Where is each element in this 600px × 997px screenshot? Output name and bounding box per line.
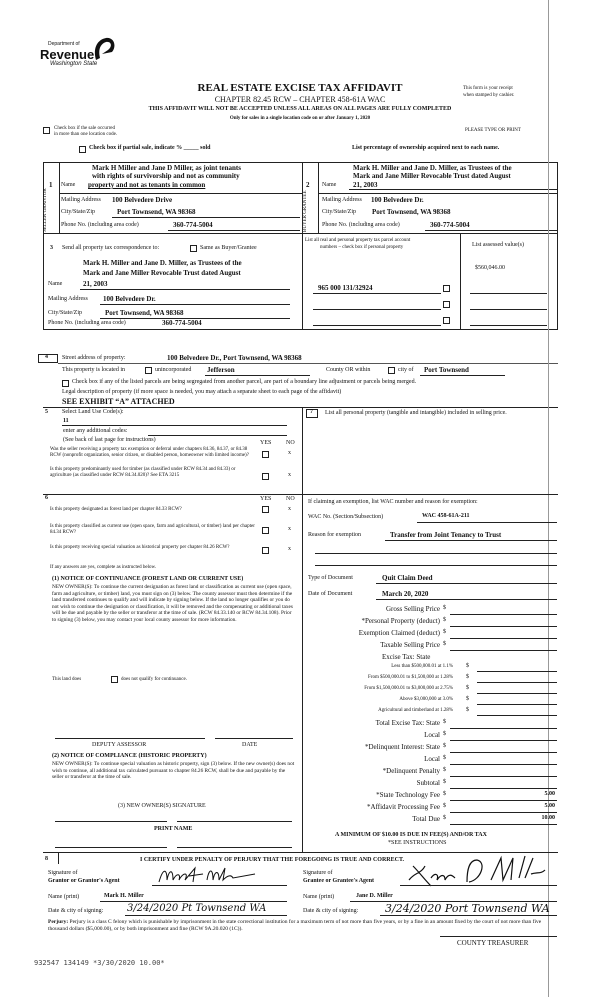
notice2-title: (2) NOTICE OF COMPLIANCE (HISTORIC PROPERTY): [52, 753, 207, 759]
tax-row-label: *State Technology Fee: [376, 791, 440, 799]
field-underline: [313, 293, 441, 294]
column-divider: [58, 852, 59, 864]
field-underline: [100, 901, 287, 902]
historic-yes-checkbox[interactable]: [262, 547, 269, 554]
multi-location-checkbox[interactable]: [43, 127, 50, 134]
currency-sign: $: [443, 605, 446, 611]
section-number-box: [38, 354, 58, 363]
tax-row-label: *Delinquent Penalty: [382, 767, 440, 775]
date-city-label: Date & city of signing:: [303, 908, 359, 914]
correspondence-mailing[interactable]: 100 Belvedere Dr.: [103, 295, 156, 303]
ownership-note: List percentage of ownership acquired next to each name.: [352, 145, 500, 151]
currency-sign: $: [443, 719, 446, 725]
field-underline: [385, 540, 557, 541]
document-type[interactable]: Quit Claim Deed: [382, 574, 433, 582]
buyer-name-line3[interactable]: 21, 2003: [353, 181, 378, 189]
please-type: PLEASE TYPE OR PRINT: [465, 128, 521, 133]
see-back-note: (See back of last page for instructions): [63, 437, 156, 443]
field-underline: [450, 824, 557, 825]
scan-edge-line: [548, 0, 549, 997]
parcel-header: List all real and personal property tax parcel account: [305, 238, 411, 243]
partial-sale-checkbox[interactable]: [79, 146, 86, 153]
grantee-date-city[interactable]: 3/24/2020 Port Townsend WA: [385, 902, 550, 915]
seller-city-label: City/State/Zip: [61, 209, 95, 215]
form-warning: THIS AFFIDAVIT WILL NOT BE ACCEPTED UNLESS ALL AREAS ON ALL PAGES ARE FULLY COMPLETED: [148, 106, 452, 112]
name-print-label: Name (print): [303, 894, 335, 900]
property-street[interactable]: 100 Belvedere Dr., Port Townsend, WA 98368: [167, 354, 302, 362]
personal-property-label: List all personal property (tangible and intangible) included in selling price.: [325, 410, 507, 416]
print-name-line[interactable]: [177, 847, 292, 848]
assessed-value[interactable]: $560,046.00: [475, 265, 505, 271]
grantee-signature[interactable]: [405, 852, 555, 892]
field-underline: [450, 752, 557, 753]
tax-row-label: *Personal Property (deduct): [361, 617, 440, 625]
seller-name-line2[interactable]: with rights of survivorship and not as community: [92, 172, 240, 180]
grantor-agent-label: Grantor or Grantor's Agent: [48, 878, 120, 884]
field-underline: [315, 565, 557, 566]
tax-row-label: Taxable Selling Price: [380, 641, 440, 649]
grantor-name[interactable]: Mark H. Miller: [104, 893, 144, 899]
row-divider: [59, 193, 302, 194]
wac-label: WAC No. (Section/Subsection): [308, 514, 384, 520]
this-land-label: This land does: [52, 677, 82, 682]
logo-state: Washington State: [50, 61, 98, 67]
signature-line: [400, 885, 557, 886]
correspondence-phone[interactable]: 360-774-5004: [162, 319, 202, 327]
bracket-label: Above $3,000,000 at 3.0%: [399, 697, 453, 702]
print-name-label: PRINT NAME: [154, 826, 193, 832]
row-divider: [43, 233, 558, 234]
tax-row-label: Total Excise Tax: State: [375, 719, 440, 727]
field-underline: [450, 788, 557, 789]
field-underline: [477, 715, 557, 716]
field-underline: [450, 812, 557, 813]
column-divider: [318, 162, 319, 234]
segregated-checkbox[interactable]: [62, 380, 69, 387]
multi-location-label-2: in more than one location code.: [54, 132, 118, 137]
tax-row-value[interactable]: 5.00: [544, 791, 555, 797]
correspondence-name-line2[interactable]: Mark and Jane Miller Revocable Trust dated August: [83, 269, 241, 277]
current-use-question: Is this property classified as current use (open space, farm and agricultural, or timber) land per chapter 84.34 RCW?: [50, 524, 255, 535]
tax-row-label: *Delinquent Interest: State: [364, 743, 440, 751]
currency-sign: $: [443, 767, 446, 773]
document-date[interactable]: March 20, 2020: [382, 590, 429, 598]
receipt-note: This form is your receipt: [463, 86, 513, 91]
notice1-title: (1) NOTICE OF CONTINUANCE (FOREST LAND OR CURRENT USE): [52, 576, 244, 582]
deputy-assessor-label: DEPUTY ASSESSOR: [92, 742, 147, 748]
logo-revenue: Revenue: [40, 47, 95, 62]
currency-sign: $: [443, 791, 446, 797]
signature-of-label: Signature of: [303, 870, 333, 876]
column-divider: [460, 234, 461, 330]
correspondence-name-label: Name: [48, 281, 63, 287]
tax-row-label: Total Due: [412, 815, 440, 823]
field-underline: [420, 375, 505, 376]
grantee-agent-label: Grantee or Grantee's Agent: [303, 878, 375, 884]
field-underline: [376, 583, 557, 584]
field-underline: [450, 638, 557, 639]
tax-row-label: Subtotal: [416, 779, 440, 787]
field-underline: [376, 599, 557, 600]
date-label: DATE: [242, 742, 258, 748]
q-no-mark: x: [288, 450, 291, 456]
correspondence-mail-label: Mailing Address: [48, 296, 88, 302]
field-underline: [450, 728, 557, 729]
excise-tax-label: Excise Tax: State: [382, 653, 431, 661]
field-underline: [450, 614, 557, 615]
timber-question: Is this property predominantly used for timber (as classified under RCW 84.34 and 84.33) or agriculture (as classified under RCW 84.34.020)? See ETA 3215: [50, 467, 236, 478]
section-number: 3: [50, 245, 53, 251]
correspondence-name-line1[interactable]: Mark H. Miller and Jane D. Miller, as Trustees of the: [83, 259, 242, 267]
property-city[interactable]: Port Townsend: [424, 366, 469, 374]
field-underline: [477, 693, 557, 694]
receipt-note-2: when stamped by cashier.: [463, 93, 515, 98]
signature-line[interactable]: [177, 821, 292, 822]
qualify-checkbox[interactable]: [111, 676, 118, 683]
field-underline: [112, 217, 300, 218]
tax-row-label: *Affidavit Processing Fee: [367, 803, 440, 811]
county[interactable]: Jefferson: [207, 366, 235, 374]
tax-row-label: Gross Selling Price: [385, 605, 440, 613]
tax-row-value[interactable]: 10.00: [541, 815, 555, 821]
partial-sale-label: Check box if partial sale, indicate % _____ sold: [89, 145, 211, 151]
same-as-buyer-checkbox[interactable]: [190, 245, 197, 252]
field-underline: [450, 650, 557, 651]
field-underline: [125, 915, 287, 916]
currency-sign: $: [443, 779, 446, 785]
form-scope: Only for sales in a single location code on or after January 1, 2020: [229, 116, 371, 121]
buyer-side-label: BUYER GRANTEE: [303, 190, 308, 232]
assessed-header: List assessed value(s): [472, 242, 524, 248]
currency-sign: $: [443, 743, 446, 749]
field-underline: [100, 304, 290, 305]
field-underline: [477, 704, 557, 705]
seller-side-label: SELLER GRANTOR: [43, 188, 48, 232]
parcel-number[interactable]: 965 000 131/32924: [318, 284, 373, 292]
bracket-label: From $500,000.01 to $1,500,000 at 1.28%: [368, 675, 453, 680]
same-as-buyer-label: Same as Buyer/Grantee: [200, 245, 257, 251]
new-owner-signature-label: (3) NEW OWNER(S) SIGNATURE: [118, 803, 206, 809]
logo-mountain-icon: [92, 36, 116, 64]
date-city-label: Date & city of signing:: [48, 908, 104, 914]
doc-date-label: Date of Document: [308, 591, 353, 597]
reason-label: Reason for exemption: [308, 532, 361, 538]
correspondence-city-label: City/State/Zip: [48, 310, 82, 316]
section-number: 7: [310, 409, 313, 415]
section-number: 6: [45, 495, 48, 501]
seller-city[interactable]: Port Townsend, WA 98368: [117, 208, 196, 216]
field-underline: [417, 522, 557, 523]
land-use-label: Select Land Use Code(s):: [62, 409, 124, 415]
tax-row-label: Local: [424, 755, 440, 763]
section-number: 4: [45, 354, 48, 360]
exemption-question: Was the seller receiving a property tax exemption or deferral under chapters 84.36, 84.37, or 84.38 RCW (nonprofit organization, senior citizen, or disabled person, homeowner with limited income)?: [50, 447, 249, 458]
buyer-mail-label: Mailing Address: [322, 197, 362, 203]
currency-sign: $: [466, 696, 469, 702]
field-underline: [470, 325, 547, 326]
correspondence-phone-label: Phone No. (including area code): [48, 320, 126, 326]
correspondence-name-line3[interactable]: 21, 2003: [83, 280, 108, 288]
buyer-name-label: Name: [322, 182, 337, 188]
legal-label: Legal description of property (if more space is needed, you may attach a separate sheet to each page of the affidavit): [62, 389, 342, 395]
signature-line: [152, 885, 287, 886]
currency-sign: $: [443, 641, 446, 647]
forest-question: Is this property designated as forest land per chapter 84.33 RCW?: [50, 507, 182, 512]
current-use-yes-checkbox[interactable]: [262, 527, 269, 534]
currency-sign: $: [466, 674, 469, 680]
correspondence-city[interactable]: Port Townsend, WA 98368: [105, 309, 184, 317]
grantee-name[interactable]: Jane D. Miller: [356, 893, 393, 899]
row-divider: [43, 407, 558, 408]
logo-dept: Department of: [48, 41, 80, 47]
multi-location-label: Check box if the sale occurred: [54, 126, 115, 131]
personal-property-checkbox[interactable]: [443, 317, 450, 324]
perjury-notice: Perjury is a class C felony which is punishable by imprisonment in the state correctional institution for a maximum term of not more than five years, or by a fine in an amount fixed by the court of not more than five thousand dollars ($5,000.00), or by both imprisonment and fine (RCW 9A.20.020 (1C)).: [48, 919, 542, 932]
row-divider: [318, 193, 558, 194]
seller-phone[interactable]: 360-774-5004: [173, 221, 213, 229]
perjury-label: Perjury:: [48, 919, 69, 925]
currency-sign: $: [443, 731, 446, 737]
field-underline: [349, 189, 558, 190]
q-no-mark: x: [288, 526, 291, 532]
additional-codes-label: enter any additional codes:: [63, 428, 128, 434]
parcel-header-2: numbers – check box if personal property: [320, 245, 404, 250]
land-use-code[interactable]: 11: [63, 418, 69, 424]
currency-sign: $: [443, 629, 446, 635]
form-title: REAL ESTATE EXCISE TAX AFFIDAVIT: [197, 82, 403, 94]
field-underline: [205, 375, 310, 376]
field-underline: [450, 626, 557, 627]
field-underline: [450, 764, 557, 765]
currency-sign: $: [443, 815, 446, 821]
seller-mailing-address[interactable]: 100 Belvedere Drive: [112, 196, 173, 204]
city-checkbox[interactable]: [388, 367, 395, 374]
field-underline: [313, 325, 441, 326]
personal-property-checkbox[interactable]: [443, 285, 450, 292]
field-underline: [62, 425, 287, 426]
grantor-signature[interactable]: [155, 862, 265, 886]
section-number: 1: [49, 181, 53, 189]
forest-yes-checkbox[interactable]: [262, 506, 269, 513]
section-number: 5: [45, 409, 48, 415]
no-header: NO: [286, 440, 295, 446]
field-underline: [477, 682, 557, 683]
minimum-due-note: A MINIMUM OF $10.00 IS DUE IN FEE(S) AND/OR TAX: [335, 832, 487, 838]
row-divider: [58, 363, 558, 364]
buyer-phone-label: Phone No. (including area code): [322, 222, 400, 228]
cashier-stamp: 932547 134149 *3/30/2020 10.00*: [34, 959, 165, 967]
seller-name-line3[interactable]: property and not as tenants in common: [88, 181, 206, 189]
tax-row-label: Exemption Claimed (deduct): [358, 629, 440, 637]
signature-line: [55, 738, 205, 739]
form-chapter: CHAPTER 82.45 RCW – CHAPTER 458-61A WAC: [214, 95, 386, 104]
field-underline: [470, 293, 547, 294]
currency-sign: $: [443, 803, 446, 809]
historic-question: Is this property receiving special valuation as historical property per chapter 84.26 RCW?: [50, 545, 230, 550]
section-number: 2: [306, 181, 310, 189]
column-divider: [59, 162, 60, 234]
unincorporated-checkbox[interactable]: [145, 367, 152, 374]
grantor-date-city[interactable]: 3/24/2020 Pt Townsend WA: [127, 903, 267, 914]
currency-sign: $: [466, 663, 469, 669]
located-label: This property is located in: [62, 367, 125, 373]
not-qualify-label: does not qualify for continuance.: [121, 677, 187, 682]
buyer-name-line1[interactable]: Mark H. Miller and Jane D. Miller, as Trustees of the: [353, 164, 512, 172]
column-divider: [302, 162, 303, 330]
field-underline: [440, 936, 557, 937]
doc-type-label: Type of Document: [308, 575, 353, 581]
name-print-label: Name (print): [48, 894, 80, 900]
field-underline: [168, 230, 300, 231]
field-underline: [450, 800, 557, 801]
currency-sign: $: [466, 685, 469, 691]
buyer-name-line2[interactable]: Mark and Jane Miller Revocable Trust dated August: [353, 172, 511, 180]
currency-sign: $: [443, 617, 446, 623]
see-instructions-note: *SEE INSTRUCTIONS: [388, 840, 447, 846]
buyer-city[interactable]: Port Townsend, WA 98368: [372, 208, 451, 216]
signature-line: [215, 738, 293, 739]
field-underline: [425, 230, 558, 231]
q-no-mark: x: [288, 472, 291, 478]
field-underline: [315, 553, 557, 554]
tax-row-value[interactable]: 5.00: [544, 803, 555, 809]
q-no-mark: x: [288, 546, 291, 552]
buyer-phone[interactable]: 360-774-5004: [430, 221, 470, 229]
print-name-line[interactable]: [55, 847, 167, 848]
notice2-body: NEW OWNER(S): To continue special valuation as historic property, sign (3) below. If the new owner(s) does not wish to continue, all additional tax calculated pursuant to chapter 84.26 RCW, shall be due and payable by the seller or transferor at the time of sale.: [52, 761, 295, 780]
section-number: 8: [45, 856, 48, 862]
q-no-mark: x: [288, 506, 291, 512]
field-underline: [477, 671, 557, 672]
field-underline: [148, 435, 287, 436]
no-header: NO: [286, 496, 295, 502]
field-underline: [450, 776, 557, 777]
column-divider: [302, 407, 303, 852]
currency-sign: $: [466, 707, 469, 713]
field-underline: [380, 915, 557, 916]
county-or-label: County OR within: [326, 367, 371, 373]
q-yes-checkbox[interactable]: [262, 473, 269, 480]
bracket-label: Agricultural and timberland at 1.28%: [378, 708, 453, 713]
row-divider: [43, 494, 558, 495]
bracket-label: From $1,500,000.01 to $3,000,000 at 2.75%: [364, 686, 453, 691]
yes-header: YES: [260, 440, 272, 446]
signature-line[interactable]: [55, 821, 167, 822]
field-underline: [470, 309, 547, 310]
personal-property-checkbox[interactable]: [443, 301, 450, 308]
exemption-label: If claiming an exemption, list WAC number and reason for exemption:: [308, 499, 478, 505]
field-underline: [313, 309, 441, 310]
segregated-label: Check box if any of the listed parcels are being segregated from another parcel, are part of a boundary line adjustment or parcels being merged.: [72, 379, 417, 385]
legal-description[interactable]: SEE EXHIBIT “A” ATTACHED: [62, 397, 175, 406]
buyer-city-label: City/State/Zip: [322, 209, 356, 215]
seller-name-label: Name: [61, 182, 76, 188]
signature-of-label: Signature of: [48, 870, 78, 876]
buyer-mailing-address[interactable]: 100 Belvedere Dr.: [371, 196, 424, 204]
seller-mail-label: Mailing Address: [61, 197, 101, 203]
seller-name-line1[interactable]: Mark H Miller and Jane D Miller, as joint tenants: [92, 164, 241, 172]
perjury-block: [48, 919, 553, 933]
unincorporated-label: unincorporated: [155, 367, 192, 373]
tax-row-label: Local: [424, 731, 440, 739]
notice1-body: NEW OWNER(S): To continue the current designation as forest land or classification as current use (open space, farm and agriculture, or timber) land, you must sign on (3) below. The county assessor must then determine if the land transferred continues to qualify and will indicate by signing below. If the land no longer qualifies or you do not wish to continue the designation or classification, it will be removed and the compensating or additional taxes will be due and payable by the seller or transferor at the time of sale. (RCW 84.33.140 or RCW 84.34.108). Prior to signing (3) below, you may contact your local county assessor for more information.: [52, 584, 293, 623]
bracket-label: Less than $500,000.01 at 1.1%: [391, 664, 453, 669]
field-underline: [80, 289, 290, 290]
seller-phone-label: Phone No. (including area code): [61, 222, 139, 228]
wac-number[interactable]: WAC 458-61A-211: [422, 513, 470, 519]
q-yes-checkbox[interactable]: [262, 451, 269, 458]
county-treasurer: COUNTY TREASURER: [457, 939, 529, 947]
certify-statement: I CERTIFY UNDER PENALTY OF PERJURY THAT THE FOREGOING IS TRUE AND CORRECT.: [140, 857, 405, 863]
currency-sign: $: [443, 755, 446, 761]
exemption-reason[interactable]: Transfer from Joint Tenancy to Trust: [390, 531, 502, 539]
if-yes-note: If any answers are yes, complete as instructed below.: [50, 565, 157, 570]
field-underline: [450, 740, 557, 741]
yes-header: YES: [260, 496, 272, 502]
send-correspondence-label: Send all property tax correspondence to:: [62, 245, 160, 251]
street-label: Street address of property:: [62, 355, 126, 361]
city-of-label: city of: [398, 367, 414, 373]
